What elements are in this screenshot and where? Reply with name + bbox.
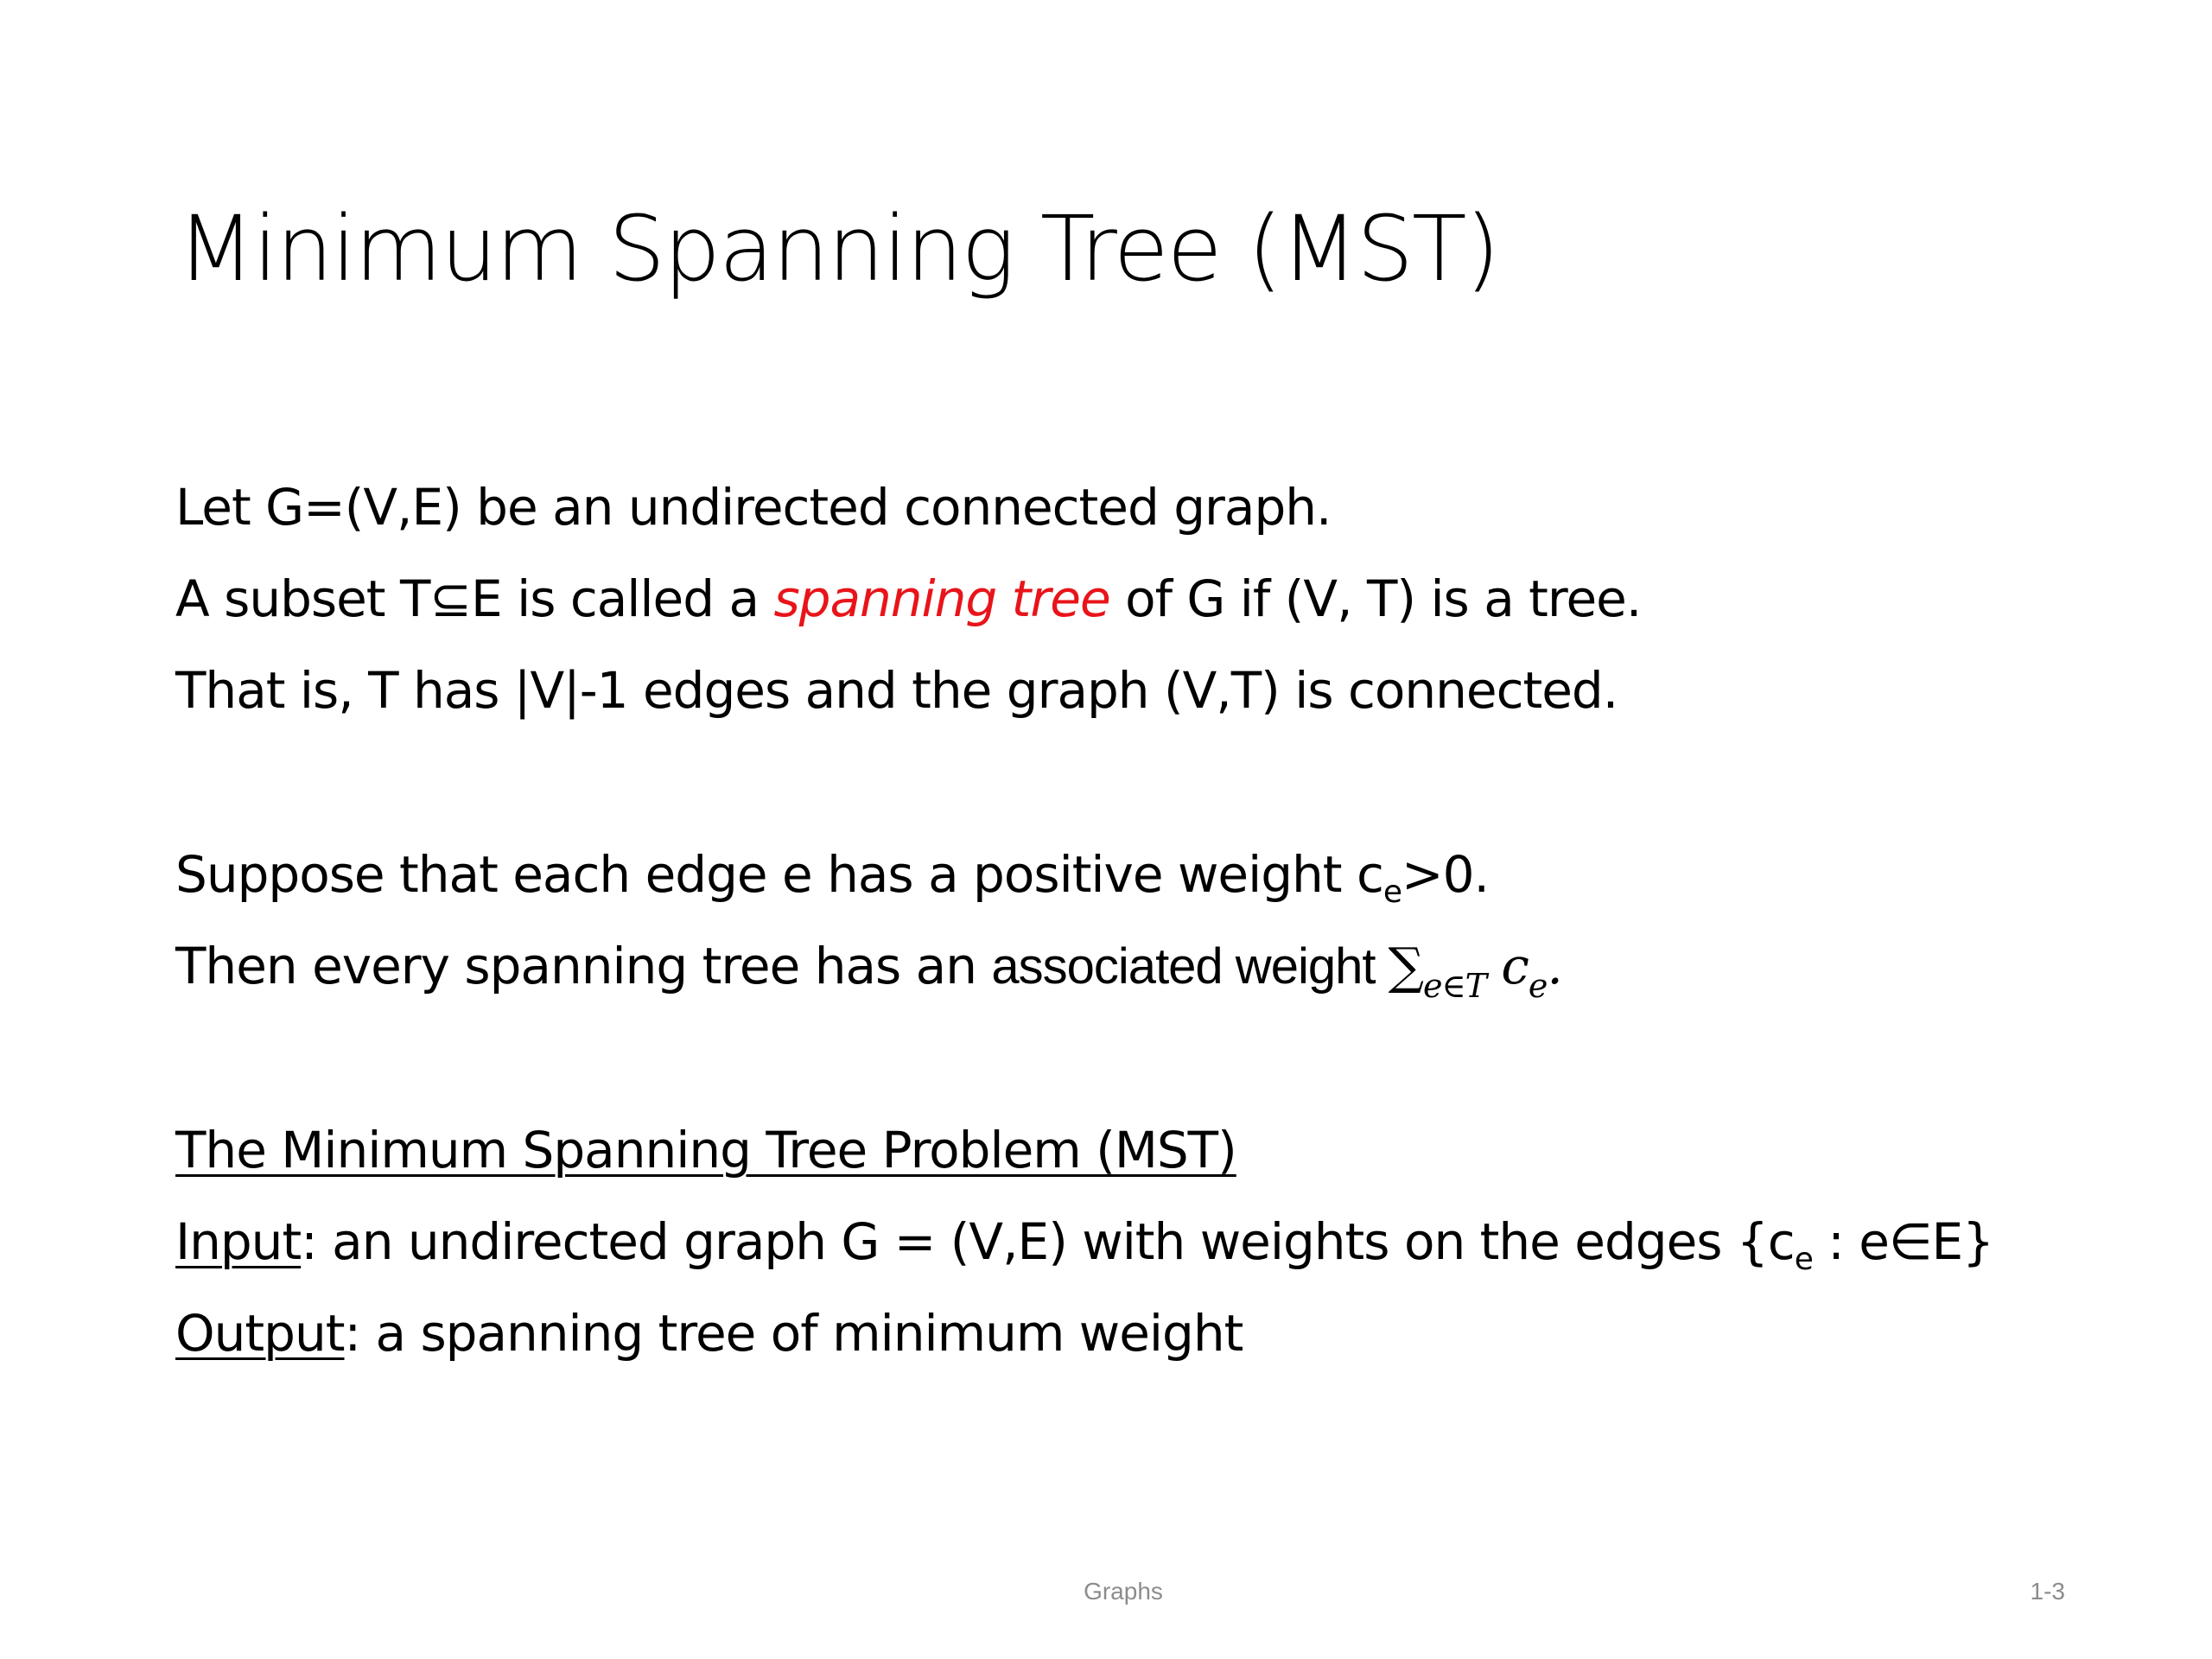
weight-pre-text: Suppose that each edge e has a positive weight c: [175, 845, 1383, 904]
input-subscript: e: [1794, 1242, 1813, 1277]
input-pre-text: : an undirected graph G = (V,E) with weights on the edges {c: [301, 1212, 1795, 1271]
slide-title: Minimum Spanning Tree (MST): [177, 196, 1499, 302]
weight-post-text: >0.: [1402, 845, 1489, 904]
spacer: [175, 736, 2128, 829]
weight-line: [175, 829, 2128, 920]
sum-term: c: [1485, 937, 1529, 995]
spacer: [175, 1012, 2128, 1104]
associated-weight-line: [175, 920, 2128, 1012]
spanning-tree-post-text: of G if (V, T) is a tree.: [1109, 569, 1642, 628]
associated-weight-text: associated weight: [991, 938, 1389, 995]
spanning-tree-pre-text: A subset T⊆E is called a: [175, 569, 774, 628]
sum-period: .: [1547, 937, 1562, 995]
input-line: [175, 1196, 2128, 1287]
spanning-tree-term: spanning tree: [773, 569, 1110, 628]
problem-heading-line: [175, 1104, 2128, 1196]
page-number: 1-3: [2030, 1578, 2065, 1605]
definition-graph-text: Let G=(V,E) be an undirected connected graph.: [175, 478, 1332, 537]
sum-formula: [1388, 937, 1562, 1005]
slide-body: [175, 461, 2128, 1379]
sum-symbol: ∑: [1388, 937, 1423, 995]
edges-text: That is, T has |V|-1 edges and the graph (V,T) is connected.: [175, 661, 1618, 720]
sum-index: e∈T: [1422, 967, 1486, 1005]
problem-heading: The Minimum Spanning Tree Problem (MST): [175, 1121, 1236, 1179]
output-label: Output: [175, 1304, 345, 1363]
input-label: Input: [175, 1212, 302, 1271]
input-post-text: : e∈E}: [1812, 1212, 1994, 1271]
output-text: : a spanning tree of minimum weight: [344, 1304, 1243, 1363]
associated-weight-pre-text: Then every spanning tree has an: [175, 937, 992, 995]
output-line: [175, 1287, 2128, 1379]
weight-subscript: e: [1382, 874, 1402, 910]
definition-line-spanning-tree: [175, 553, 2128, 645]
sum-term-subscript: e: [1528, 967, 1548, 1005]
definition-line-graph: [175, 461, 2128, 553]
definition-line-edges: [175, 645, 2128, 736]
footer-label: Graphs: [1084, 1578, 1163, 1605]
